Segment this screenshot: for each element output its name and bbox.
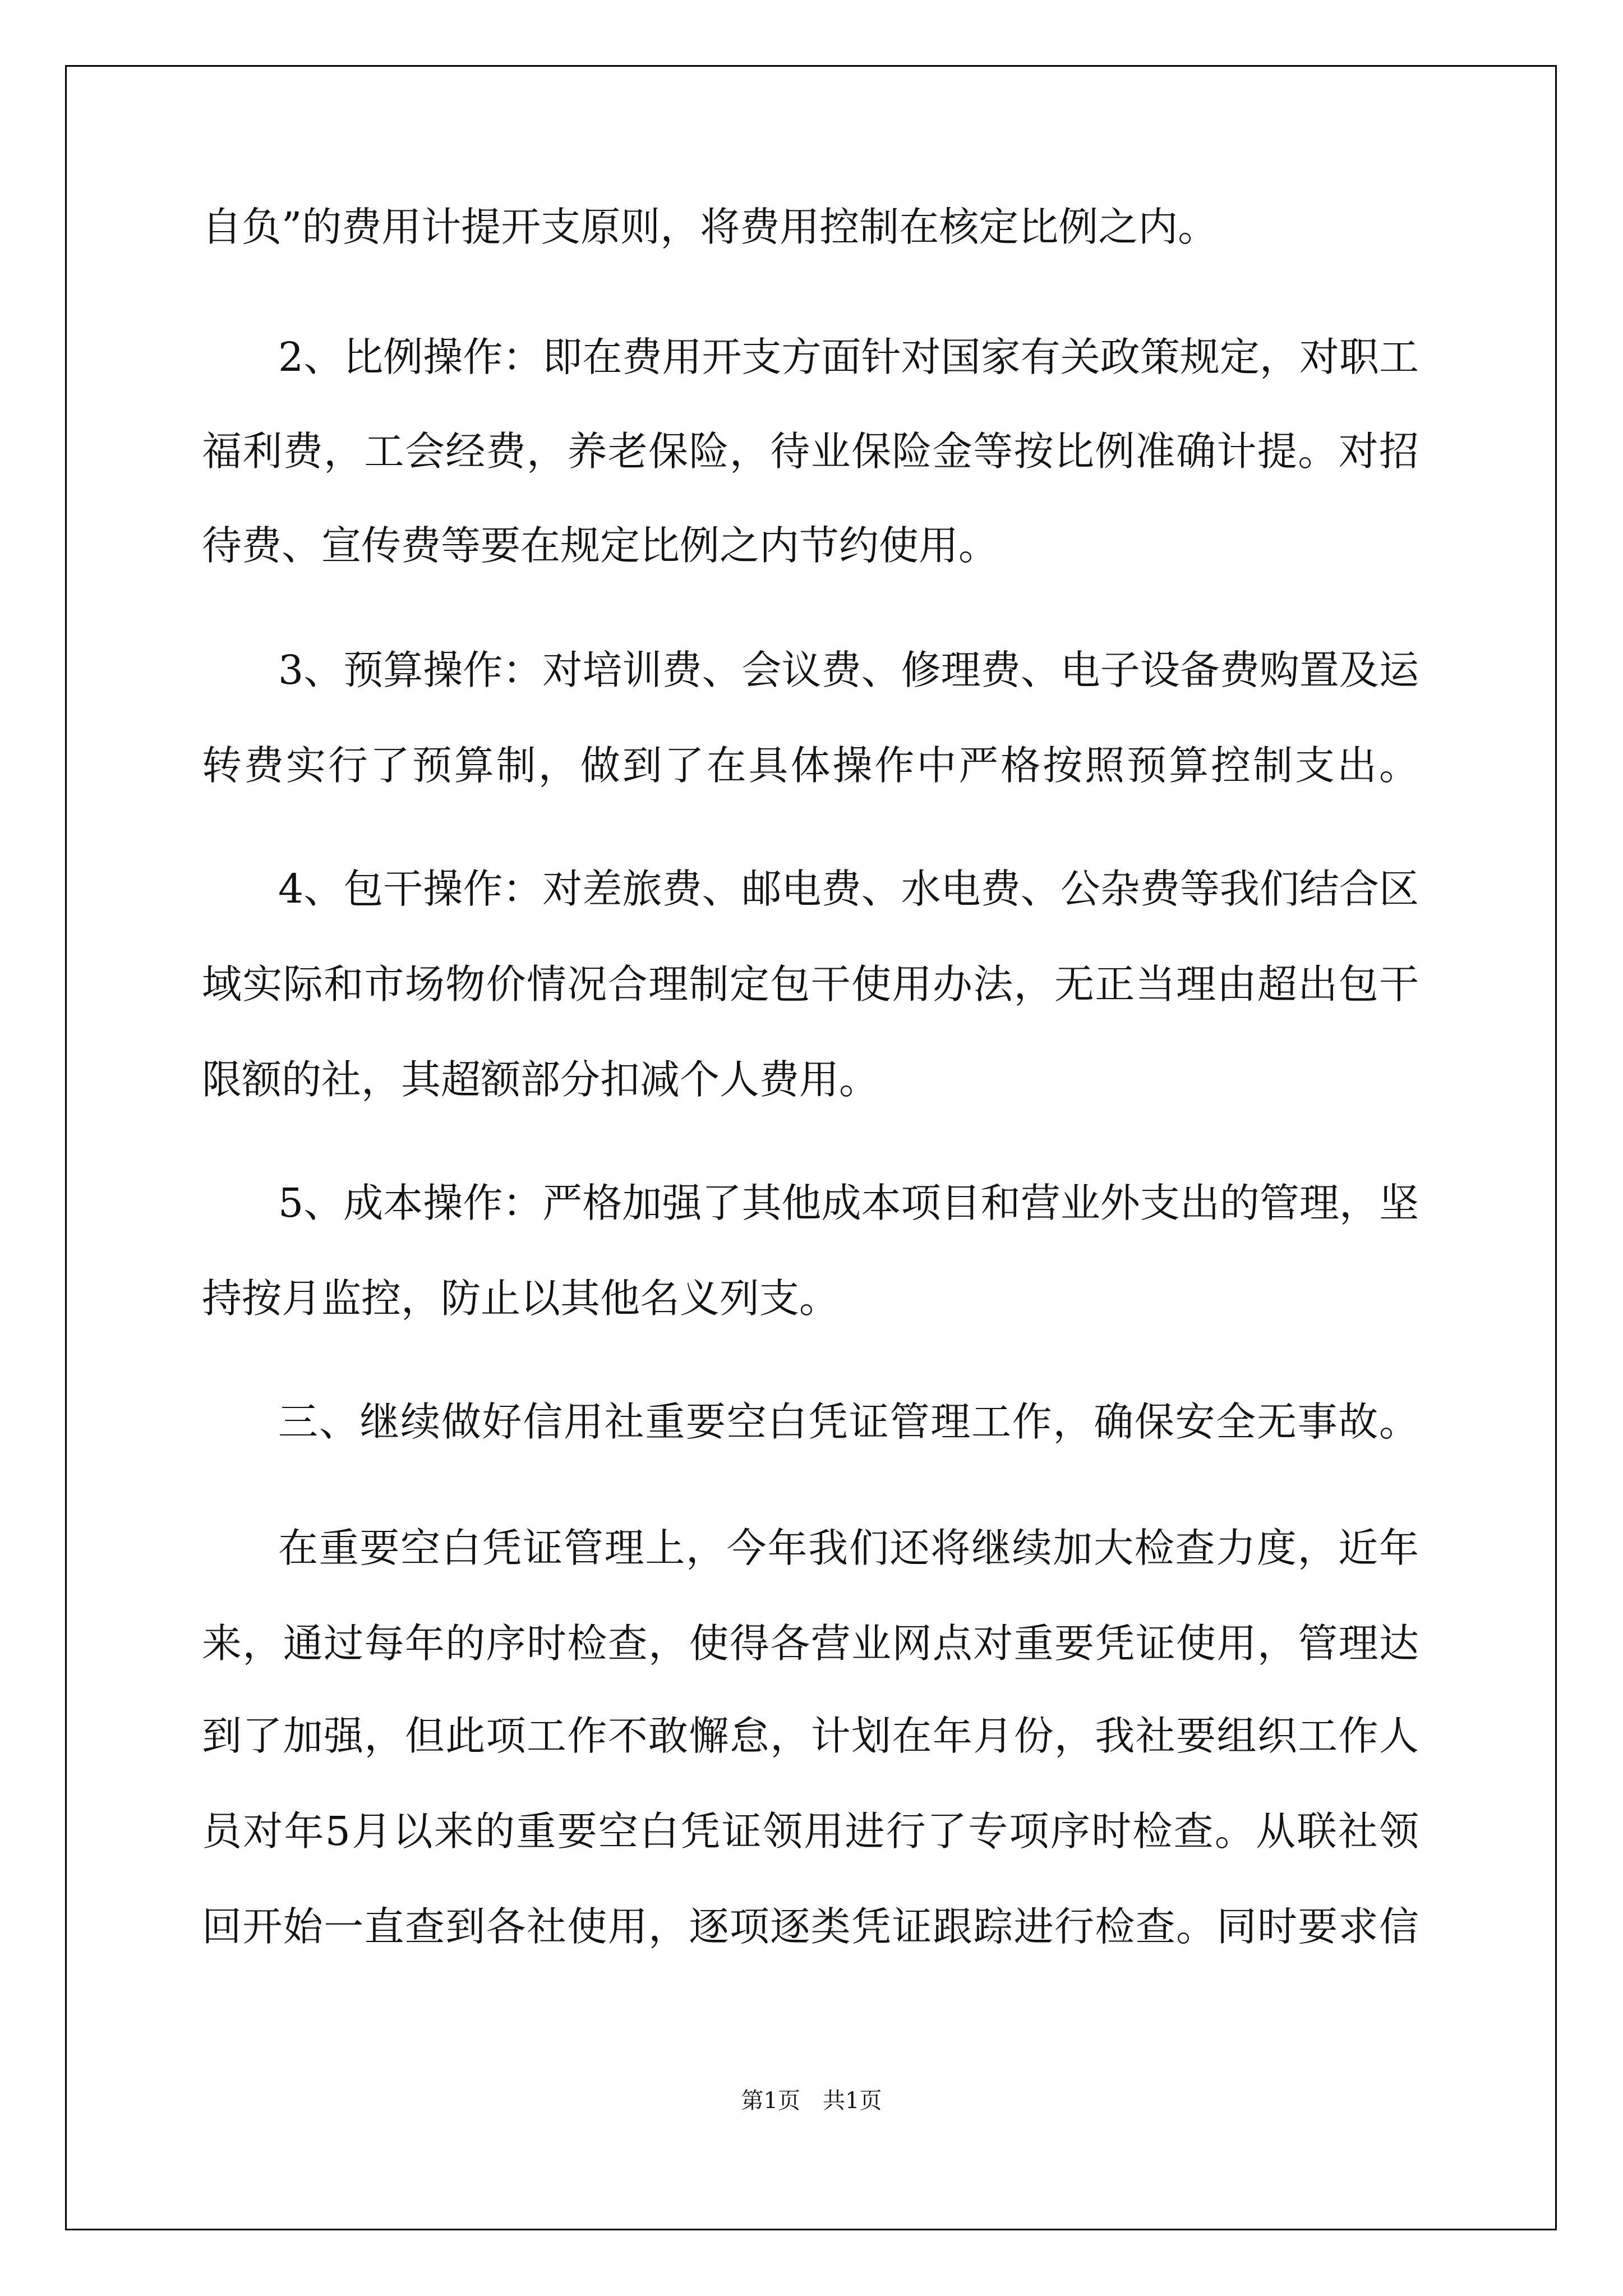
text-line-6: 转费实行了预算制，做到了在具体操作中严格按照预算控制支出。: [202, 742, 1419, 789]
text-line-7: 4、包干操作：对差旅费、邮电费、水电费、公杂费等我们结合区: [278, 866, 1419, 912]
text-line-14: 来，通过每年的序时检查，使得各营业网点对重要凭证使用，管理达: [202, 1620, 1419, 1667]
text-line-11: 持按月监控，防止以其他名义列支。: [202, 1275, 840, 1322]
text-line-3: 福利费，工会经费，养老保险，待业保险金等按比例准确计提。对招: [202, 428, 1419, 475]
text-line-4: 待费、宣传费等要在规定比例之内节约使用。: [202, 522, 999, 569]
text-line-8: 域实际和市场物价情况合理制定包干使用办法，无正当理由超出包干: [202, 961, 1419, 1007]
text-line-16: 员对年5月以来的重要空白凭证领用进行了专项序时检查。从联社领: [202, 1808, 1419, 1855]
text-line-17: 回开始一直查到各社使用，逐项逐类凭证跟踪进行检查。同时要求信: [202, 1903, 1419, 1950]
text-line-5: 3、预算操作：对培训费、会议费、修理费、电子设备费购置及运: [278, 647, 1419, 693]
text-line-15: 到了加强，但此项工作不敢懈怠，计划在年月份，我社要组织工作人: [202, 1713, 1419, 1759]
text-line-10: 5、成本操作：严格加强了其他成本项目和营业外支出的管理，坚: [278, 1180, 1419, 1226]
text-line-9: 限额的社，其超额部分扣减个人费用。: [202, 1056, 879, 1103]
text-line-2: 2、比例操作：即在费用开支方面针对国家有关政策规定，对职工: [278, 334, 1419, 380]
text-line-1: 自负”的费用计提开支原则，将费用控制在核定比例之内。: [202, 204, 1218, 250]
text-line-13: 在重要空白凭证管理上，今年我们还将继续加大检查力度，近年: [278, 1525, 1419, 1571]
section-heading: 三、继续做好信用社重要空白凭证管理工作，确保安全无事故。: [278, 1398, 1419, 1445]
page-number: 第1页 共1页: [741, 2088, 882, 2114]
